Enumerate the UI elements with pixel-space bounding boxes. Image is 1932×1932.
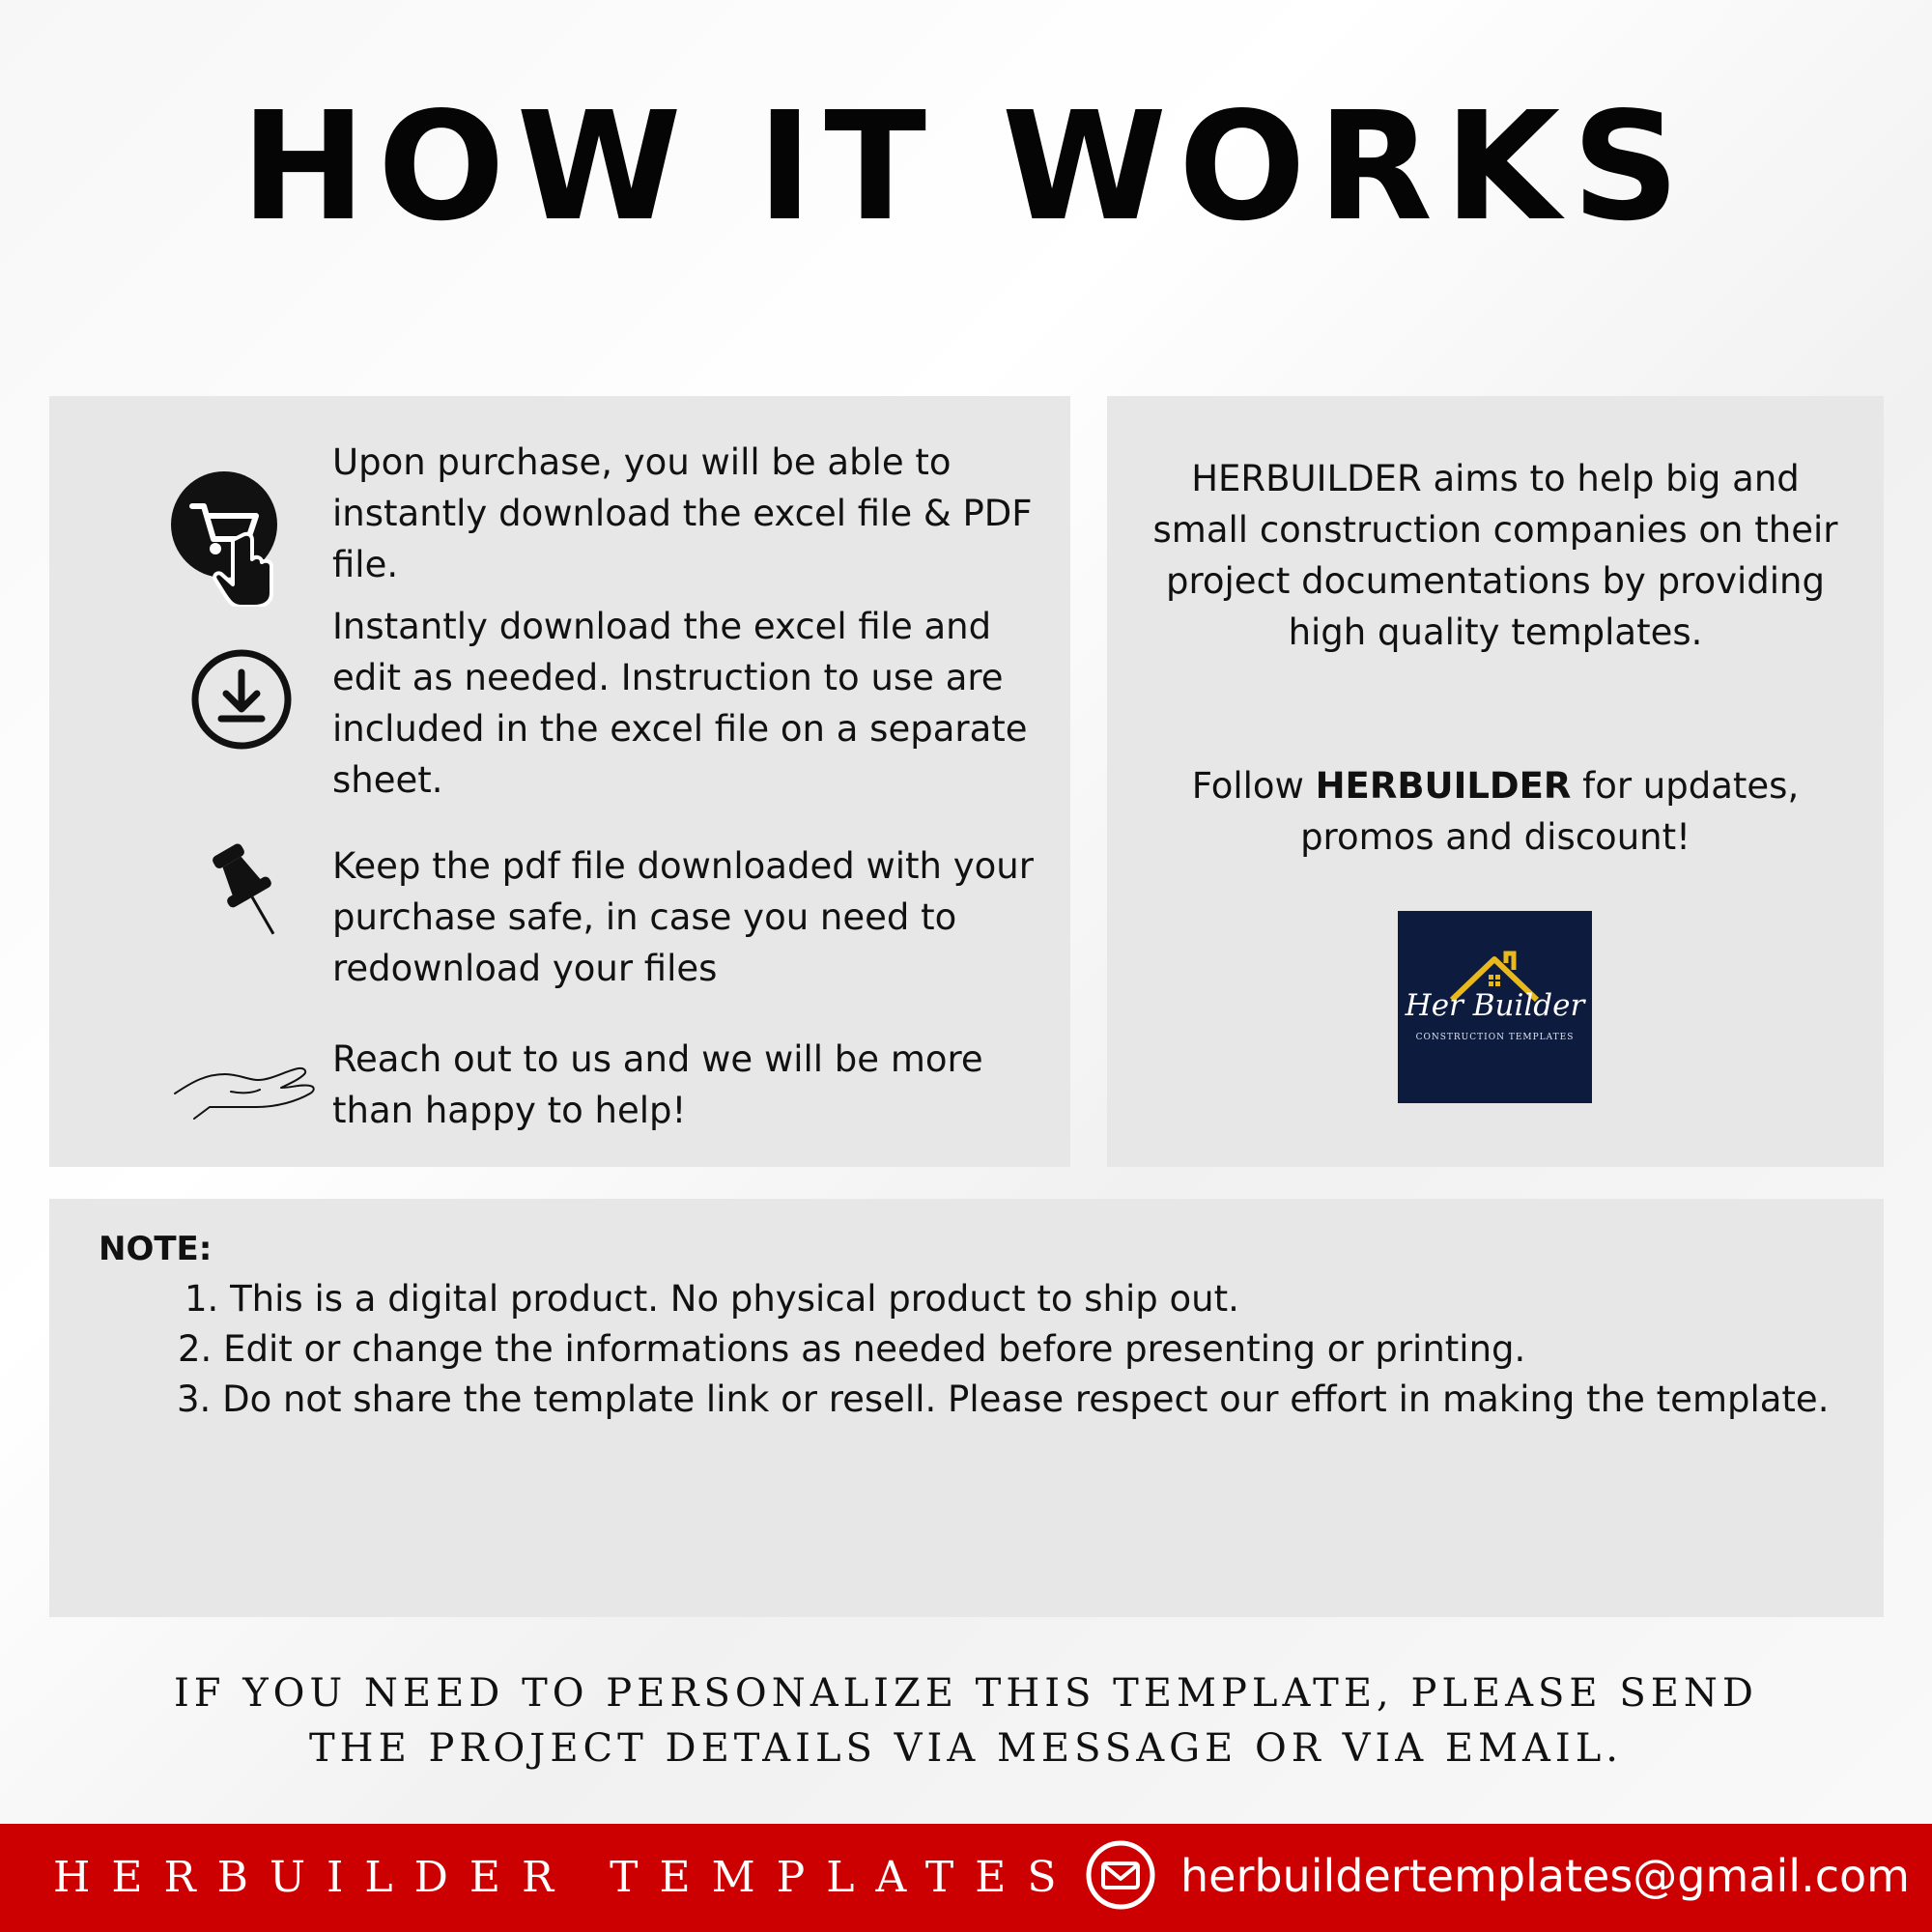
personalize-cta bbox=[0, 1666, 1932, 1776]
note-item bbox=[127, 1274, 1865, 1324]
about-description: HERBUILDER aims to help big and small construction companies on their project documentations by providing high quality templates. bbox=[1152, 458, 1838, 653]
follow-suffix: for updates, promos and discount! bbox=[1300, 765, 1800, 858]
note-item bbox=[127, 1375, 1830, 1425]
logo-script: Her Builder bbox=[1405, 988, 1585, 1023]
follow-brand: HERBUILDER bbox=[1315, 765, 1572, 807]
cta-text: IF YOU NEED TO PERSONALIZE THIS TEMPLATE, PLEASE SEND THE PROJECT DETAILS VIA MESSAGE OR VIA EMAIL. bbox=[174, 1671, 1758, 1771]
cart-click-icon bbox=[171, 471, 279, 607]
steps-panel bbox=[49, 396, 1070, 1167]
mail-icon[interactable] bbox=[1086, 1840, 1155, 1910]
note-number: 1. bbox=[185, 1278, 219, 1320]
note-heading: NOTE: bbox=[99, 1230, 213, 1268]
step-text: Instantly download the excel file and edit as needed. Instruction to use are included in the excel file on a separate sheet. bbox=[332, 606, 1028, 801]
step-text: Upon purchase, you will be able to instantly download the excel file & PDF file. bbox=[332, 441, 1033, 585]
logo-tagline: CONSTRUCTION TEMPLATES bbox=[1415, 1033, 1575, 1042]
about-panel bbox=[1107, 396, 1884, 1167]
note-text: Edit or change the informations as needed before presenting or printing. bbox=[223, 1328, 1526, 1370]
note-number: 2. bbox=[178, 1328, 213, 1370]
pushpin-icon bbox=[204, 840, 291, 947]
footer-bar bbox=[0, 1824, 1932, 1932]
note-number: 3. bbox=[177, 1378, 212, 1420]
follow-text bbox=[1146, 760, 1845, 863]
download-icon bbox=[189, 647, 294, 752]
step-text: Keep the pdf file downloaded with your purchase safe, in case you need to redownload your files bbox=[332, 845, 1034, 989]
page-title: HOW IT WORKS bbox=[241, 79, 1691, 254]
herbuilder-logo bbox=[1398, 911, 1592, 1103]
note-text: Do not share the template link or resell. Please respect our effort in making the template. bbox=[222, 1378, 1830, 1420]
footer-email-link[interactable]: herbuildertemplates@gmail.com bbox=[1180, 1850, 1910, 1902]
note-item bbox=[127, 1324, 1865, 1375]
note-list bbox=[127, 1274, 1865, 1425]
footer-brand: HERBUILDER TEMPLATES bbox=[53, 1853, 1078, 1902]
follow-prefix: Follow bbox=[1191, 765, 1316, 807]
open-hand-icon bbox=[173, 1063, 318, 1122]
step-text: Reach out to us and we will be more than happy to help! bbox=[332, 1038, 983, 1131]
note-panel bbox=[49, 1199, 1884, 1617]
note-text: This is a digital product. No physical product to ship out. bbox=[230, 1278, 1239, 1320]
